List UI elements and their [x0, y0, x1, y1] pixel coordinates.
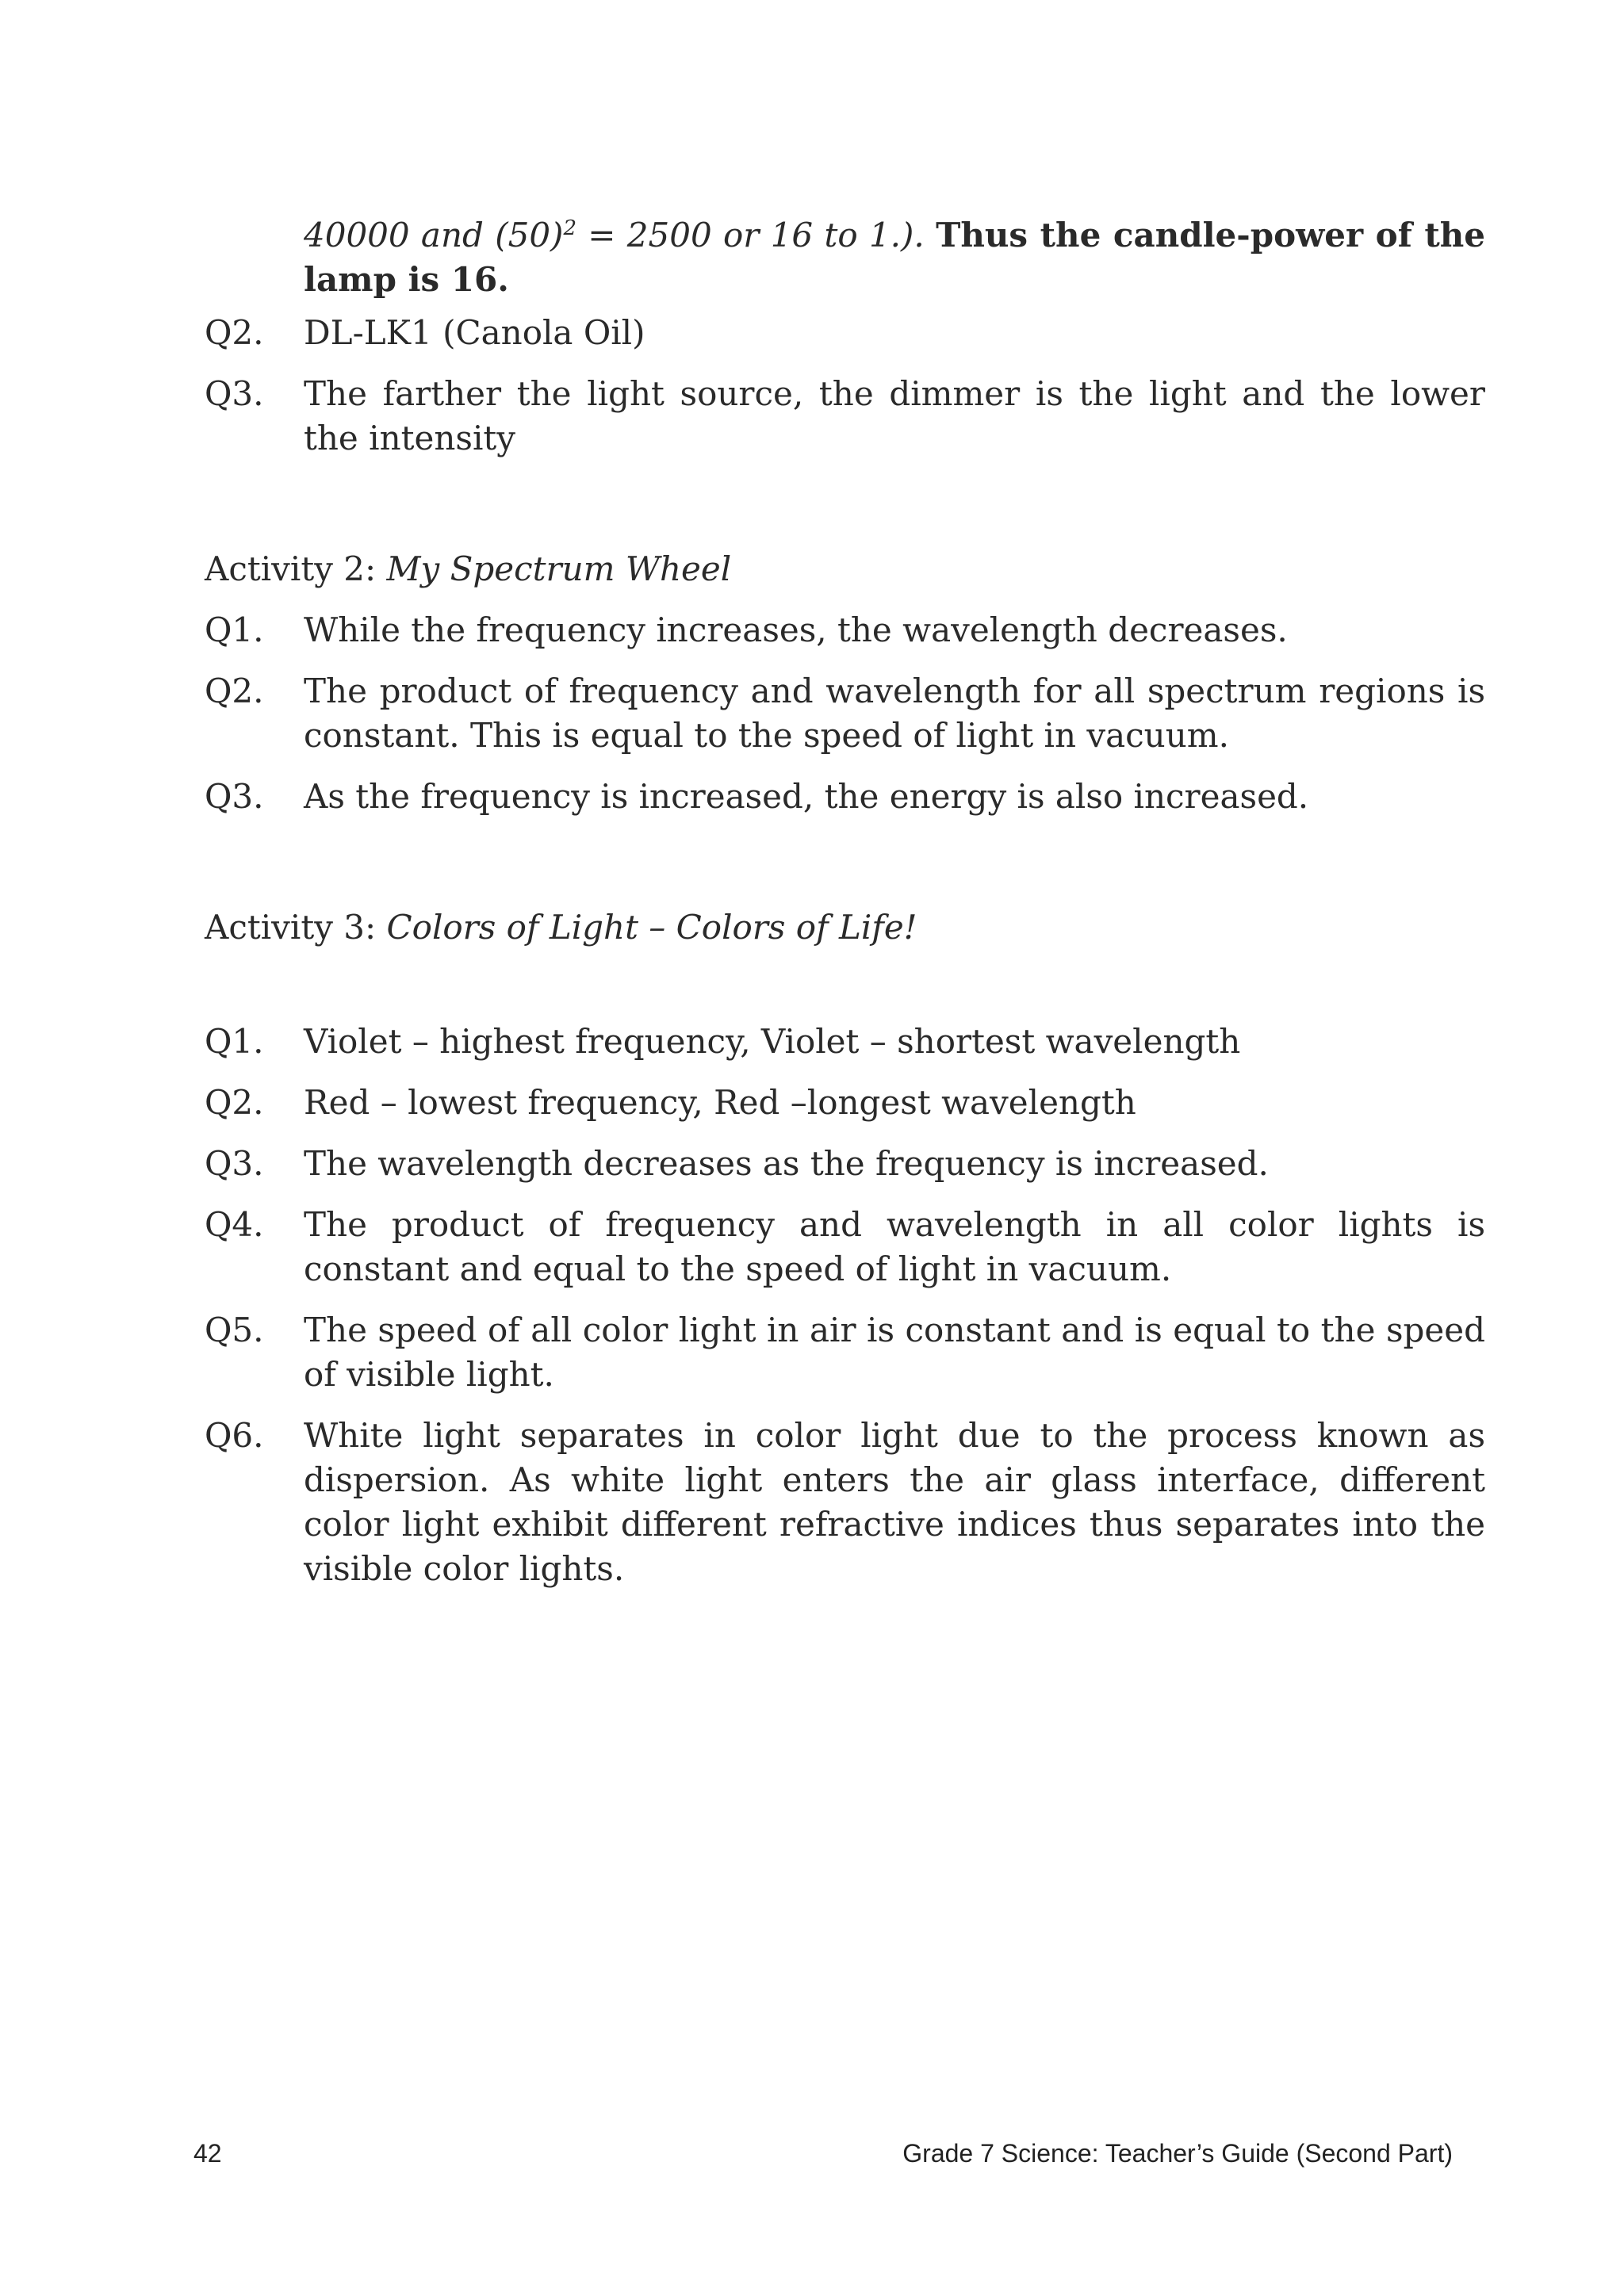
answer-text: The speed of all color light in air is constant and is equal to the speed of visible light.: [304, 1311, 1485, 1394]
answer-text: The wavelength decreases as the frequency is increased.: [304, 1144, 1269, 1183]
answer-text: Violet – highest frequency, Violet – shortest wavelength: [304, 1022, 1241, 1061]
continuation-italic-2: = 2500 or 16 to 1.).: [576, 216, 925, 254]
answer-text: As the frequency is increased, the energy is also increased.: [304, 777, 1309, 816]
question-number: Q2.: [205, 1083, 264, 1122]
question-number: Q3.: [205, 1144, 264, 1183]
question-number: Q3.: [205, 374, 264, 413]
answer-text: While the frequency increases, the wavelength decreases.: [304, 610, 1288, 649]
activity-2-label: Activity 2:: [205, 549, 377, 588]
activity-2-title: My Spectrum Wheel: [386, 549, 732, 588]
answer-text: The product of frequency and wavelength in all color lights is constant and equal to the speed of light in vacuum.: [304, 1205, 1485, 1288]
answer-text: The product of frequency and wavelength for all spectrum regions is constant. This is equal to the speed of light in vacuum.: [304, 672, 1485, 755]
answer-text: Red – lowest frequency, Red –longest wavelength: [304, 1083, 1136, 1122]
continuation-italic-1: 40000 and (50): [304, 216, 564, 254]
activity-2-heading: [205, 547, 731, 591]
question-number: Q6.: [205, 1416, 264, 1455]
answer-text: The farther the light source, the dimmer is the light and the lower the intensity: [304, 374, 1485, 457]
continuation-answer: [304, 206, 1485, 302]
question-number: Q4.: [205, 1205, 264, 1244]
activity-3-heading: [205, 905, 917, 950]
question-number: Q1.: [205, 610, 264, 649]
page-number: 42: [193, 2139, 222, 2168]
question-number: Q2.: [205, 313, 264, 352]
question-number: Q5.: [205, 1311, 264, 1349]
continuation-superscript: 2: [563, 216, 576, 240]
question-number: Q2.: [205, 672, 264, 710]
book-title-footer: Grade 7 Science: Teacher’s Guide (Second Part): [902, 2139, 1453, 2168]
continuation-bold: Thus the candle-power of the lamp is 16.: [304, 216, 1486, 299]
activity-3-label: Activity 3:: [205, 908, 377, 947]
question-number: Q1.: [205, 1022, 264, 1061]
activity-3-title: Colors of Light – Colors of Life!: [386, 908, 917, 947]
question-number: Q3.: [205, 777, 264, 816]
answer-text: DL-LK1 (Canola Oil): [304, 313, 645, 352]
answer-text: White light separates in color light due to the process known as dispersion. As white light enters the air glass interface, different color light exhibit different refractive indices thus separates into the visible color lights.: [304, 1416, 1485, 1588]
